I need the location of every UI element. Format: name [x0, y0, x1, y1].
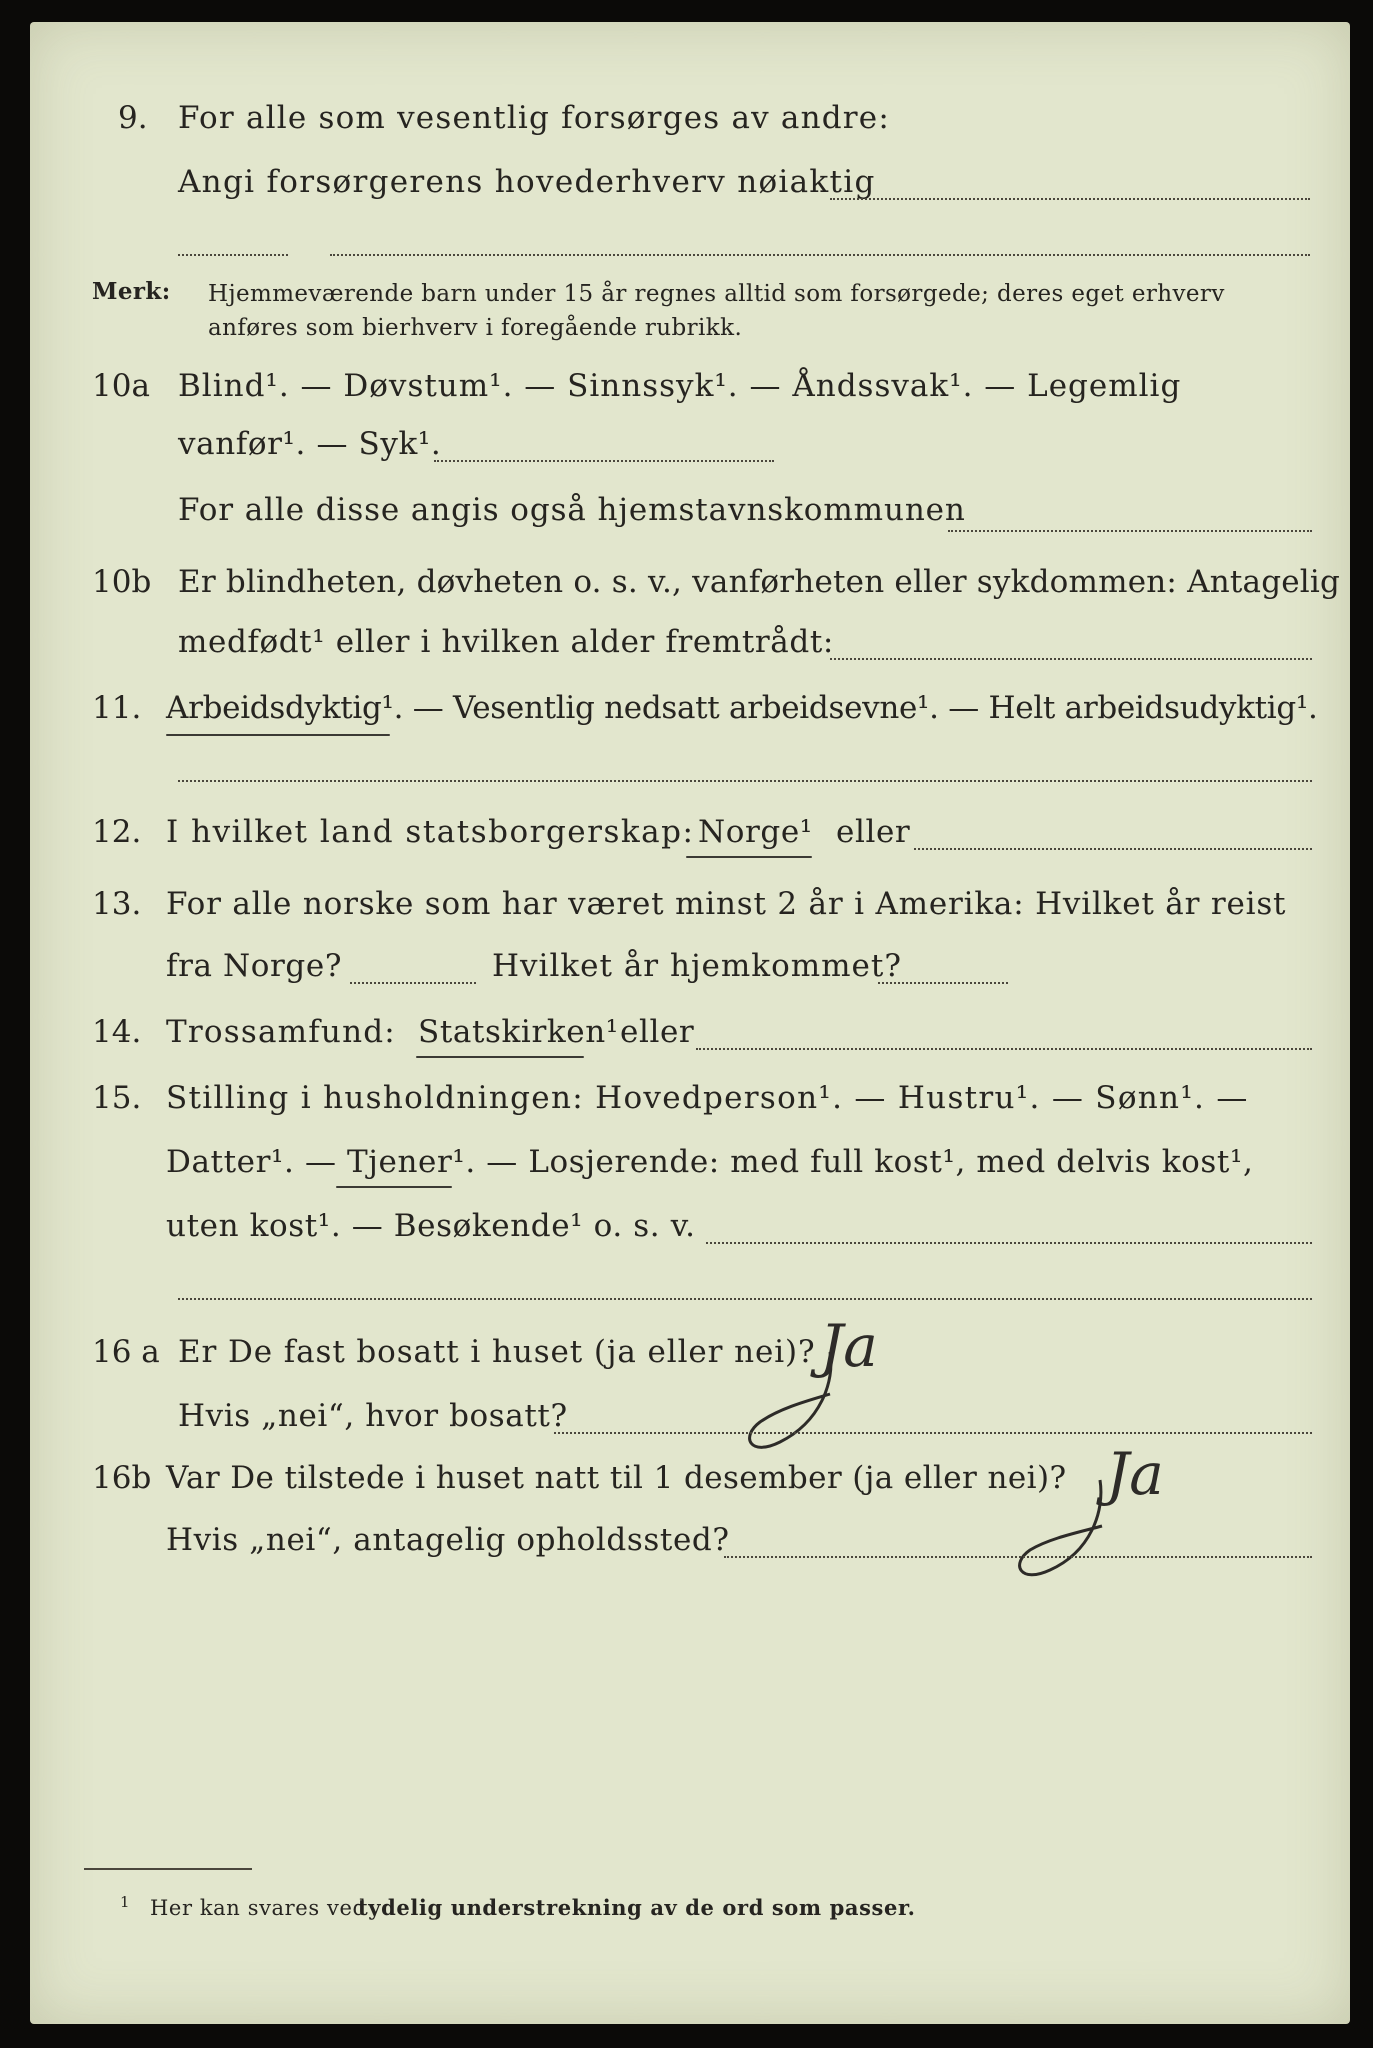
q10b-line2: medfødt¹ eller i hvilken alder fremtrådt: — [178, 624, 834, 660]
q14-answer-line[interactable] — [696, 1048, 1312, 1050]
q12-eller: eller — [836, 814, 911, 850]
q9-line2: Angi forsørgerens hovederhverv nøiaktig — [178, 164, 876, 200]
q14-statskirken: Statskirken¹ — [418, 1014, 619, 1050]
footnote-text-a: Her kan svares ved — [150, 1896, 367, 1920]
q14-underline-statskirken — [416, 1056, 584, 1058]
merk-line2: anføres som bierhverv i foregående rubrikk. — [208, 315, 743, 341]
q15-line3: uten kost¹. — Besøkende¹ o. s. v. — [166, 1208, 696, 1244]
q14-text-a: Trossamfund: — [166, 1014, 396, 1050]
q9-answer-line[interactable] — [830, 198, 1310, 200]
q15-line1: Stilling i husholdningen: Hovedperson¹. — Hustru¹. — Sønn¹. — — [166, 1080, 1249, 1116]
q10b-answer-line[interactable] — [830, 658, 1312, 660]
q12-norge: Norge¹ — [698, 814, 813, 850]
q13-line1: For alle norske som har været minst 2 år i Amerika: Hvilket år reist — [166, 886, 1287, 922]
q10a-line1: Blind¹. — Døvstum¹. — Sinnssyk¹. — Åndssvak¹. — Legemlig — [178, 368, 1182, 404]
q10a-kommune-line[interactable] — [948, 530, 1312, 532]
merk-label: Merk: — [92, 278, 171, 305]
q16b-line1: Var De tilstede i huset natt til 1 desember (ja eller nei)? — [166, 1460, 1067, 1496]
q13-reist-line[interactable] — [350, 982, 476, 984]
q14-number: 14. — [92, 1014, 142, 1050]
q15-number: 15. — [92, 1080, 142, 1116]
q11-extra-line[interactable] — [178, 780, 1312, 782]
q16b-opholdssted-line[interactable] — [724, 1556, 1312, 1558]
footnote-mark: 1 — [120, 1893, 131, 1911]
q10a-line2: vanfør¹. — Syk¹. — [178, 426, 442, 462]
q15-extra-line[interactable] — [178, 1298, 1312, 1300]
q11-line1: Arbeidsdyktig¹. — Vesentlig nedsatt arbeidsevne¹. — Helt arbeidsudyktig¹. — [166, 690, 1318, 726]
census-form-page — [30, 22, 1350, 2024]
q16b-answer-flourish — [990, 1472, 1140, 1592]
q15-underline-tjener — [336, 1186, 452, 1188]
q13-hjemkommet-line[interactable] — [878, 982, 1008, 984]
q16b-handwritten-answer: Ja — [1106, 1440, 1164, 1508]
q10a-number: 10a — [92, 368, 150, 404]
q16a-number: 16 a — [92, 1334, 160, 1370]
q10a-line3: For alle disse angis også hjemstavnskommunen — [178, 492, 966, 528]
q12-number: 12. — [92, 814, 142, 850]
q16a-answer-flourish — [740, 1342, 880, 1462]
q16a-bosatt-line[interactable] — [554, 1432, 1312, 1434]
q12-underline-norge — [686, 856, 812, 858]
footnote-rule — [84, 1868, 252, 1870]
q15-answer-line[interactable] — [706, 1242, 1312, 1244]
q16b-number: 16b — [92, 1460, 152, 1496]
q16b-line2: Hvis „nei“, antagelig opholdssted? — [166, 1522, 730, 1558]
q9-extra-line-a[interactable] — [178, 254, 288, 256]
q12-answer-line[interactable] — [914, 848, 1312, 850]
q16a-line1: Er De fast bosatt i huset (ja eller nei)? — [178, 1334, 816, 1370]
q12-text-a: I hvilket land statsborgerskap: — [166, 814, 695, 850]
q9-number: 9. — [118, 100, 148, 136]
q13-line2-b: Hvilket år hjemkommet? — [492, 948, 902, 984]
q11-number: 11. — [92, 690, 142, 726]
q10b-number: 10b — [92, 564, 152, 600]
footnote-text-b: tydelig understrekning av de ord som passer. — [358, 1895, 916, 1920]
q13-number: 13. — [92, 886, 142, 922]
merk-line1: Hjemmeværende barn under 15 år regnes alltid som forsørgede; deres eget erhverv — [208, 281, 1225, 307]
q16a-handwritten-answer: Ja — [820, 1312, 878, 1380]
q16a-line2: Hvis „nei“, hvor bosatt? — [178, 1398, 568, 1434]
q11-underline-arbeidsdyktig — [166, 734, 390, 736]
q14-eller: eller — [620, 1014, 695, 1050]
q9-extra-line-b[interactable] — [330, 254, 1310, 256]
q10b-line1: Er blindheten, døvheten o. s. v., vanførheten eller sykdommen: Antagelig — [178, 564, 1341, 600]
q15-line2: Datter¹. — Tjener¹. — Losjerende: med full kost¹, med delvis kost¹, — [166, 1144, 1254, 1180]
q10a-syk-line[interactable] — [434, 460, 774, 462]
q9-line1: For alle som vesentlig forsørges av andre: — [178, 100, 890, 136]
q13-line2-a: fra Norge? — [166, 948, 343, 984]
